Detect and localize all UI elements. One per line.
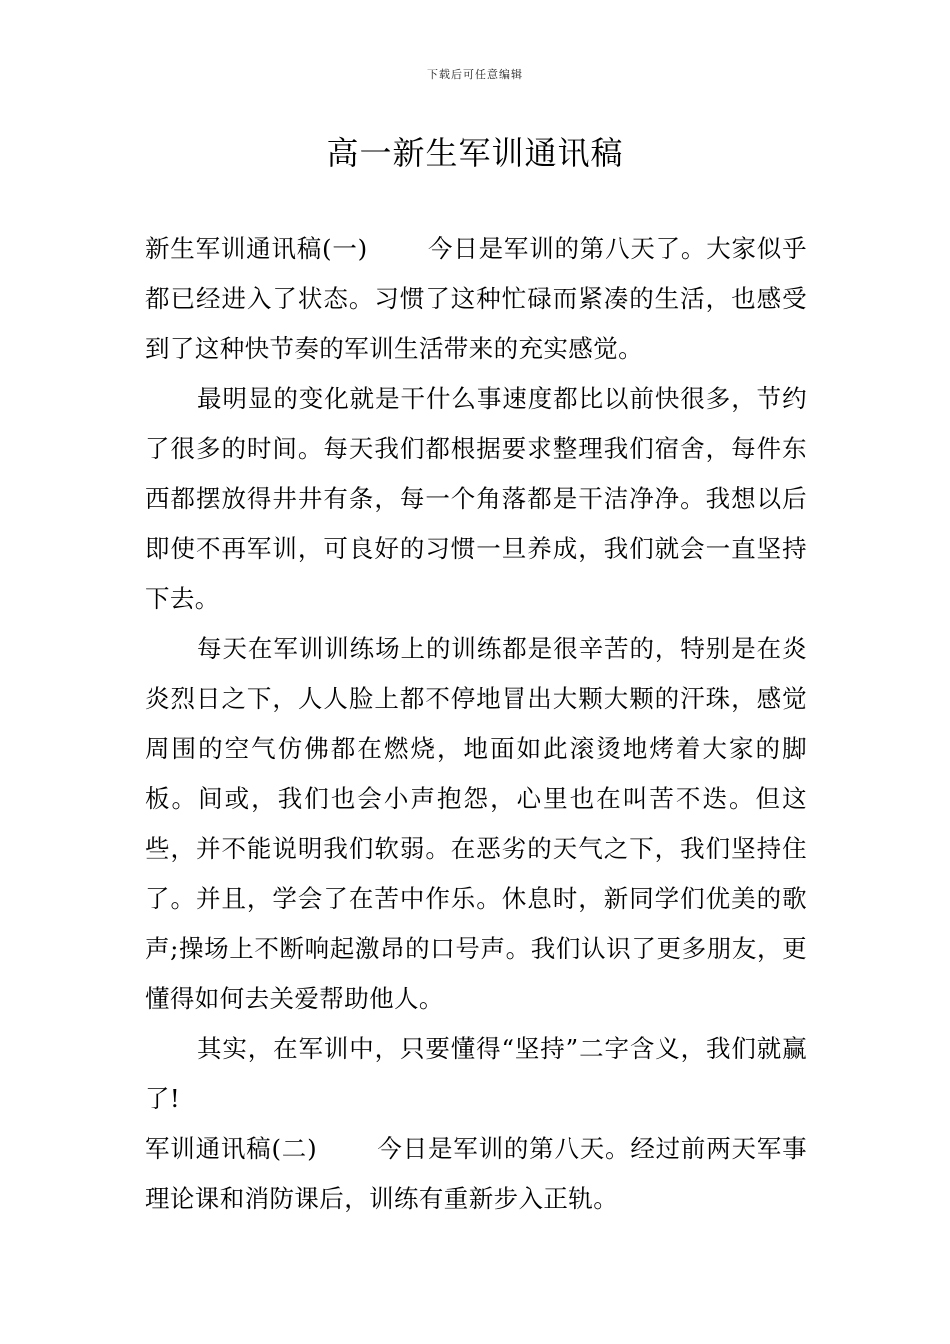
section-one-lead: 今日是军训的第八天了。大家似乎都已经进入了状态。习惯了这种忙碌而紧凑的生活，也感受到了这种快节奏的军训生活带来的充实感觉。 [145,234,807,363]
section-two-paragraph [145,1124,807,1224]
body-paragraph: 其实，在军训中，只要懂得“坚持”二字含义，我们就赢了! [145,1034,807,1113]
header-note: 下载后可任意编辑 [427,68,523,81]
section-two-lead: 今日是军训的第八天。经过前两天军事理论课和消防课后，训练有重新步入正轨。 [145,1134,807,1213]
document-title: 高一新生军训通讯稿 [326,134,624,172]
body-paragraph: 每天在军训训练场上的训练都是很辛苦的，特别是在炎炎烈日之下，人人脸上都不停地冒出大颗大颗的汗珠，感觉周围的空气仿佛都在燃烧，地面如此滚烫地烤着大家的脚板。间或，我们也会小声抱怨，心里也在叫苦不迭。但这些，并不能说明我们软弱。在恶劣的天气之下，我们坚持住了。并且，学会了在苦中作乐。休息时，新同学们优美的歌声;操场上不断响起激昂的口号声。我们认识了更多朋友，更懂得如何去关爱帮助他人。 [145,634,807,1013]
body-paragraph: 最明显的变化就是干什么事速度都比以前快很多，节约了很多的时间。每天我们都根据要求整理我们宿舍，每件东西都摆放得井井有条，每一个角落都是干洁净净。我想以后即使不再军训，可良好的习惯一旦养成，我们就会一直坚持下去。 [145,384,807,613]
section-two-heading: 军训通讯稿(二) [145,1134,318,1163]
section-one-paragraph [145,224,807,374]
section-one-heading: 新生军训通讯稿(一) [145,234,368,263]
document-body [145,224,807,1224]
